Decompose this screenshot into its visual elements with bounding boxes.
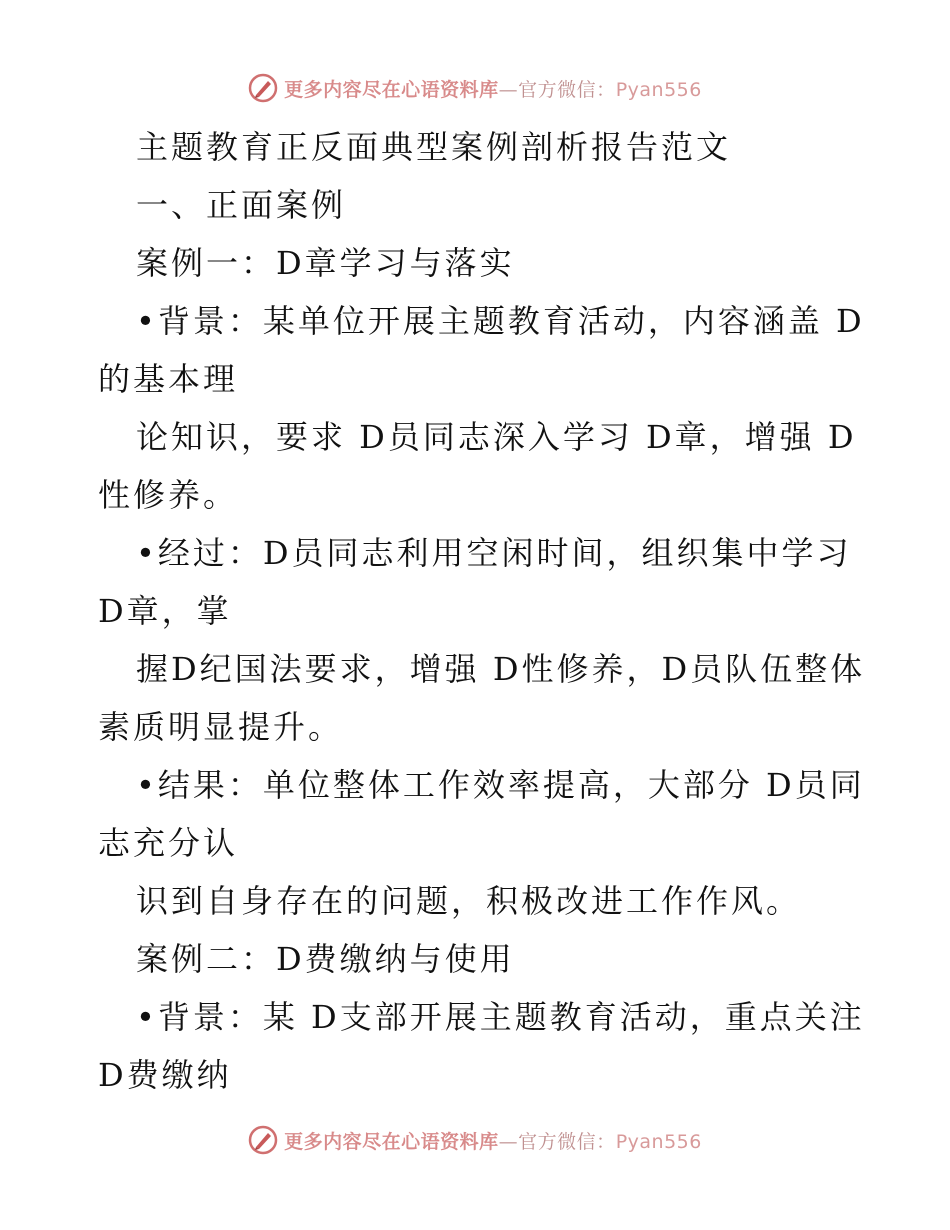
footer-watermark-banner <box>0 1120 950 1160</box>
case1-process-line3: 握D纪国法要求，增强 D性修养，D员队伍整体 <box>136 650 866 688</box>
case1-background-line3: 论知识，要求 D员同志深入学习 D章，增强 D <box>136 418 857 456</box>
case1-process-line4: 素质明显提升。 <box>98 708 344 746</box>
pen-logo-icon <box>248 1125 278 1155</box>
case1-background-line4: 性修养。 <box>98 476 239 514</box>
case1-title: 案例一：D章学习与落实 <box>136 244 515 282</box>
header-watermark-banner <box>0 68 950 108</box>
pen-logo-icon <box>248 73 278 103</box>
case2-background-line1: •背景：某 D支部开展主题教育活动，重点关注 <box>136 998 865 1036</box>
case1-background-line1: •背景：某单位开展主题教育活动，内容涵盖 D <box>136 302 865 340</box>
case1-background-line2: 的基本理 <box>98 360 239 398</box>
case1-process-line2: D章，掌 <box>98 592 232 630</box>
case1-result-line3: 识到自身存在的问题，积极改进工作作风。 <box>136 882 802 920</box>
section-heading-positive: 一、正面案例 <box>136 186 347 224</box>
watermark-text: 更多内容尽在心语资料库—官方微信：Pyan556 <box>284 1130 702 1153</box>
case1-process-line1: •经过：D员同志利用空闲时间，组织集中学习 <box>136 534 852 572</box>
case2-title: 案例二：D费缴纳与使用 <box>136 940 515 978</box>
document-body <box>98 118 866 1104</box>
watermark-text: 更多内容尽在心语资料库—官方微信：Pyan556 <box>284 78 702 101</box>
case1-result-line1: •结果：单位整体工作效率提高，大部分 D员同 <box>136 766 865 804</box>
case1-result-line2: 志充分认 <box>98 824 239 862</box>
case2-background-line2: D费缴纳 <box>98 1056 232 1094</box>
document-title: 主题教育正反面典型案例剖析报告范文 <box>136 128 732 166</box>
